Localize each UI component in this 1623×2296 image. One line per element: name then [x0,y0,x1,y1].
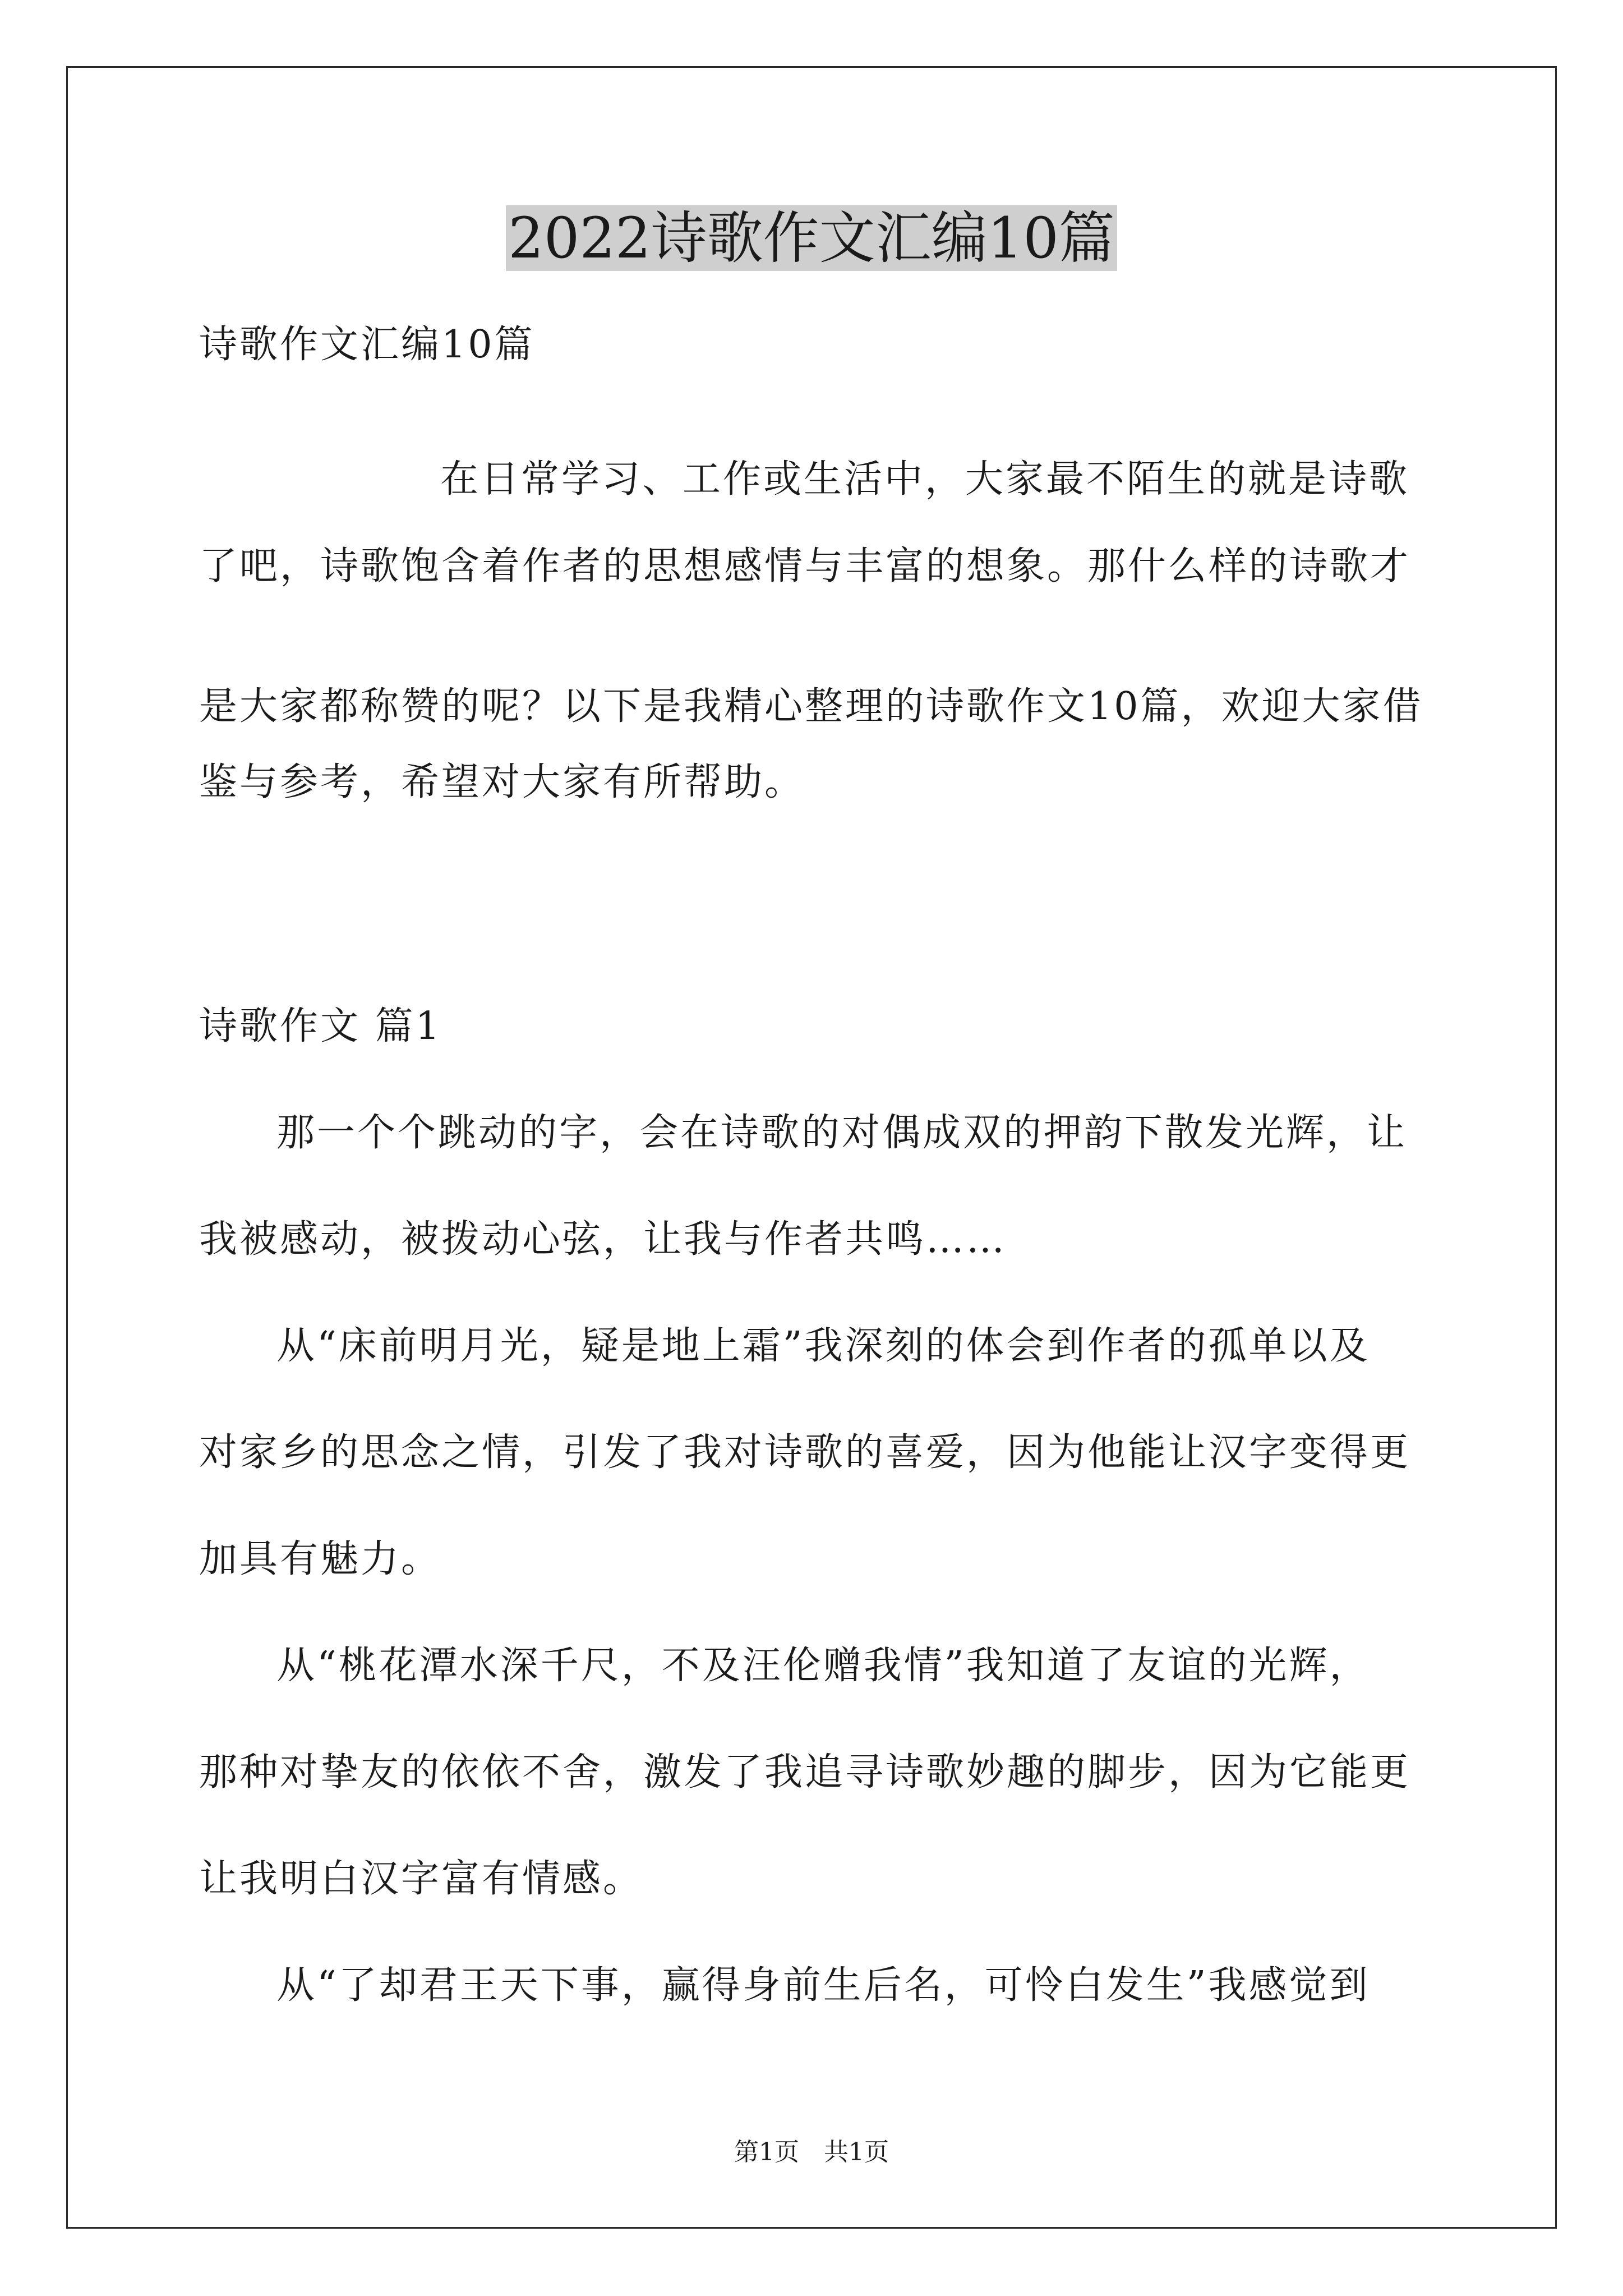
body-line: 那一个个跳动的字，会在诗歌的对偶成双的押韵下散发光辉，让 [276,1111,1408,1155]
document-title-text: 2022诗歌作文汇编10篇 [506,205,1117,271]
intro-line: 是大家都称赞的呢？以下是我精心整理的诗歌作文10篇，欢迎大家借 [199,684,1423,729]
section-heading: 诗歌作文 篇1 [199,1004,442,1048]
body-line: 让我明白汉字富有情感。 [199,1857,644,1901]
body-line: 从“了却君王天下事，赢得身前生后名，可怜白发生”我感觉到 [276,1963,1370,2008]
intro-line: 在日常学习、工作或生活中，大家最不陌生的就是诗歌 [440,457,1410,501]
intro-line: 了吧，诗歌饱含着作者的思想感情与丰富的想象。那什么样的诗歌才 [199,544,1411,588]
document-title [0,199,1623,278]
page-number-label: 第1页 共1页 [734,2138,889,2166]
intro-line: 鉴与参考，希望对大家有所帮助。 [199,760,805,804]
body-line: 我被感动，被拨动心弦，让我与作者共鸣…… [199,1217,1007,1262]
body-line: 加具有魅力。 [199,1537,442,1581]
body-line: 从“床前明月光，疑是地上霜”我深刻的体会到作者的孤单以及 [276,1324,1370,1368]
body-line: 对家乡的思念之情，引发了我对诗歌的喜爱，因为他能让汉字变得更 [199,1430,1411,1475]
page-footer [0,2132,1623,2168]
subtitle: 诗歌作文汇编10篇 [199,323,535,367]
body-line: 那种对挚友的依依不舍，激发了我追寻诗歌妙趣的脚步，因为它能更 [199,1750,1411,1795]
body-line: 从“桃花潭水深千尺，不及汪伦赠我情”我知道了友谊的光辉， [276,1644,1370,1688]
